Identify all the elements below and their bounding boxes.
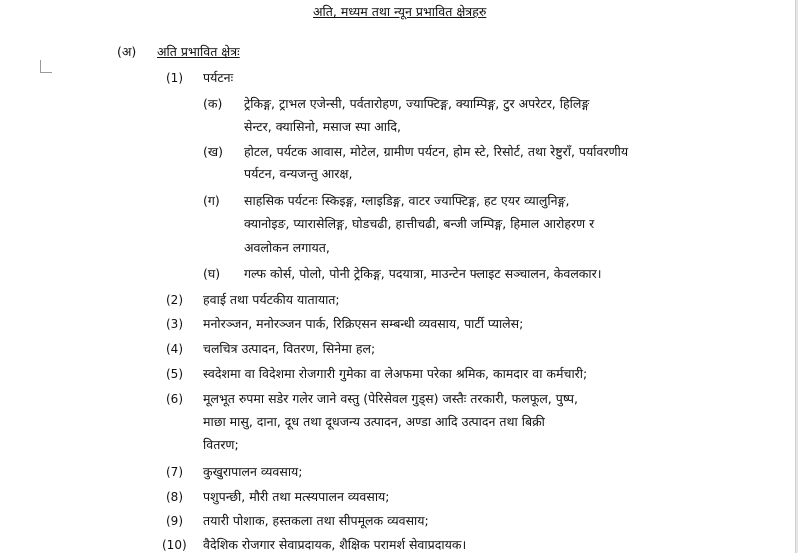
item-text: वैदेशिक रोजगार सेवाप्रदायक, शैक्षिक परामर्श सेवाप्रदायक। <box>203 537 467 552</box>
section-marker: (अ) <box>117 44 137 59</box>
subitem-text: गल्फ कोर्स, पोलो, पोनी ट्रेकिङ्ग, पदयात्रा, माउन्टेन फ्लाइट सञ्चालन, केवलकार। <box>244 266 602 281</box>
item-text: स्वदेशमा वा विदेशमा रोजगारी गुमेका वा लेअफमा परेका श्रमिक, कामदार वा कर्मचारी; <box>203 366 588 381</box>
margin-guide <box>40 60 41 72</box>
item-number: (7) <box>166 465 183 479</box>
item-number: (10) <box>162 538 187 552</box>
item-number: (9) <box>166 514 183 528</box>
item-number: (5) <box>166 367 183 381</box>
item-text: पर्यटनः <box>203 70 234 85</box>
item-text: मूलभूत रुपमा सडेर गलेर जाने वस्तु (पेरिसेवल गुड्स) जस्तैः तरकारी, फलफूल, पुष्प, <box>203 391 578 406</box>
item-text: पशुपन्छी, मौरी तथा मत्स्यपालन व्यवसाय; <box>203 489 390 504</box>
item-text: माछा मासु, दाना, दूध तथा दूधजन्य उत्पादन, अण्डा आदि उत्पादन तथा बिक्री <box>203 414 545 429</box>
subitem-text: ट्रेकिङ्ग, ट्राभल एजेन्सी, पर्वतारोहण, ज्याफ्टिङ्ग, क्याम्पिङ्ग, टुर अपरेटर, हिलिङ्ग <box>244 96 590 111</box>
subitem-text: सेन्टर, क्यासिनो, मसाज स्पा आदि, <box>244 119 401 134</box>
subitem-text: अवलोकन लगायत, <box>244 240 330 255</box>
subitem-text: होटल, पर्यटक आवास, मोटेल, ग्रामीण पर्यटन, होम स्टे, रिसोर्ट, तथा रेष्टुराँ, पर्यावरणीय <box>244 144 629 159</box>
subitem-marker: (ग) <box>203 193 220 208</box>
document-title: अति, मध्यम तथा न्यून प्रभावित क्षेत्रहरु <box>313 4 487 19</box>
item-number: (4) <box>166 342 183 356</box>
item-number: (8) <box>166 490 183 504</box>
item-text: तयारी पोशाक, हस्तकला तथा सीपमूलक व्यवसाय; <box>203 513 429 528</box>
subitem-text: पर्यटन, वन्यजन्तु आरक्ष, <box>244 166 353 181</box>
section-title: अति प्रभावित क्षेत्रः <box>157 44 240 59</box>
item-number: (1) <box>166 71 183 85</box>
subitem-marker: (क) <box>203 96 223 111</box>
subitem-marker: (ख) <box>203 144 223 159</box>
item-text: चलचित्र उत्पादन, वितरण, सिनेमा हल; <box>203 341 376 356</box>
item-text: वितरण; <box>203 437 239 452</box>
item-number: (6) <box>166 392 183 406</box>
item-number: (2) <box>166 293 183 307</box>
item-text: कुखुरापालन व्यवसाय; <box>203 464 303 479</box>
item-text: हवाई तथा पर्यटकीय यातायात; <box>203 292 340 307</box>
subitem-marker: (घ) <box>203 266 221 281</box>
item-number: (3) <box>166 317 183 331</box>
margin-guide <box>40 72 52 73</box>
subitem-text: साहसिक पर्यटनः स्किइङ्ग, ग्लाइडिङ्ग, वाटर ज्याफ्टिङ्ग, हट एयर व्यालुनिङ्ग, <box>244 193 570 208</box>
item-text: मनोरञ्जन, मनोरञ्जन पार्क, रिक्रिएसन सम्बन्धी व्यवसाय, पार्टी प्यालेस; <box>203 316 524 331</box>
subitem-text: क्यानोइङ, प्यारासेलिङ्ग, घोडचढी, हात्तीचढी, बन्जी जम्पिङ्ग, हिमाल आरोहरण र <box>244 216 595 231</box>
